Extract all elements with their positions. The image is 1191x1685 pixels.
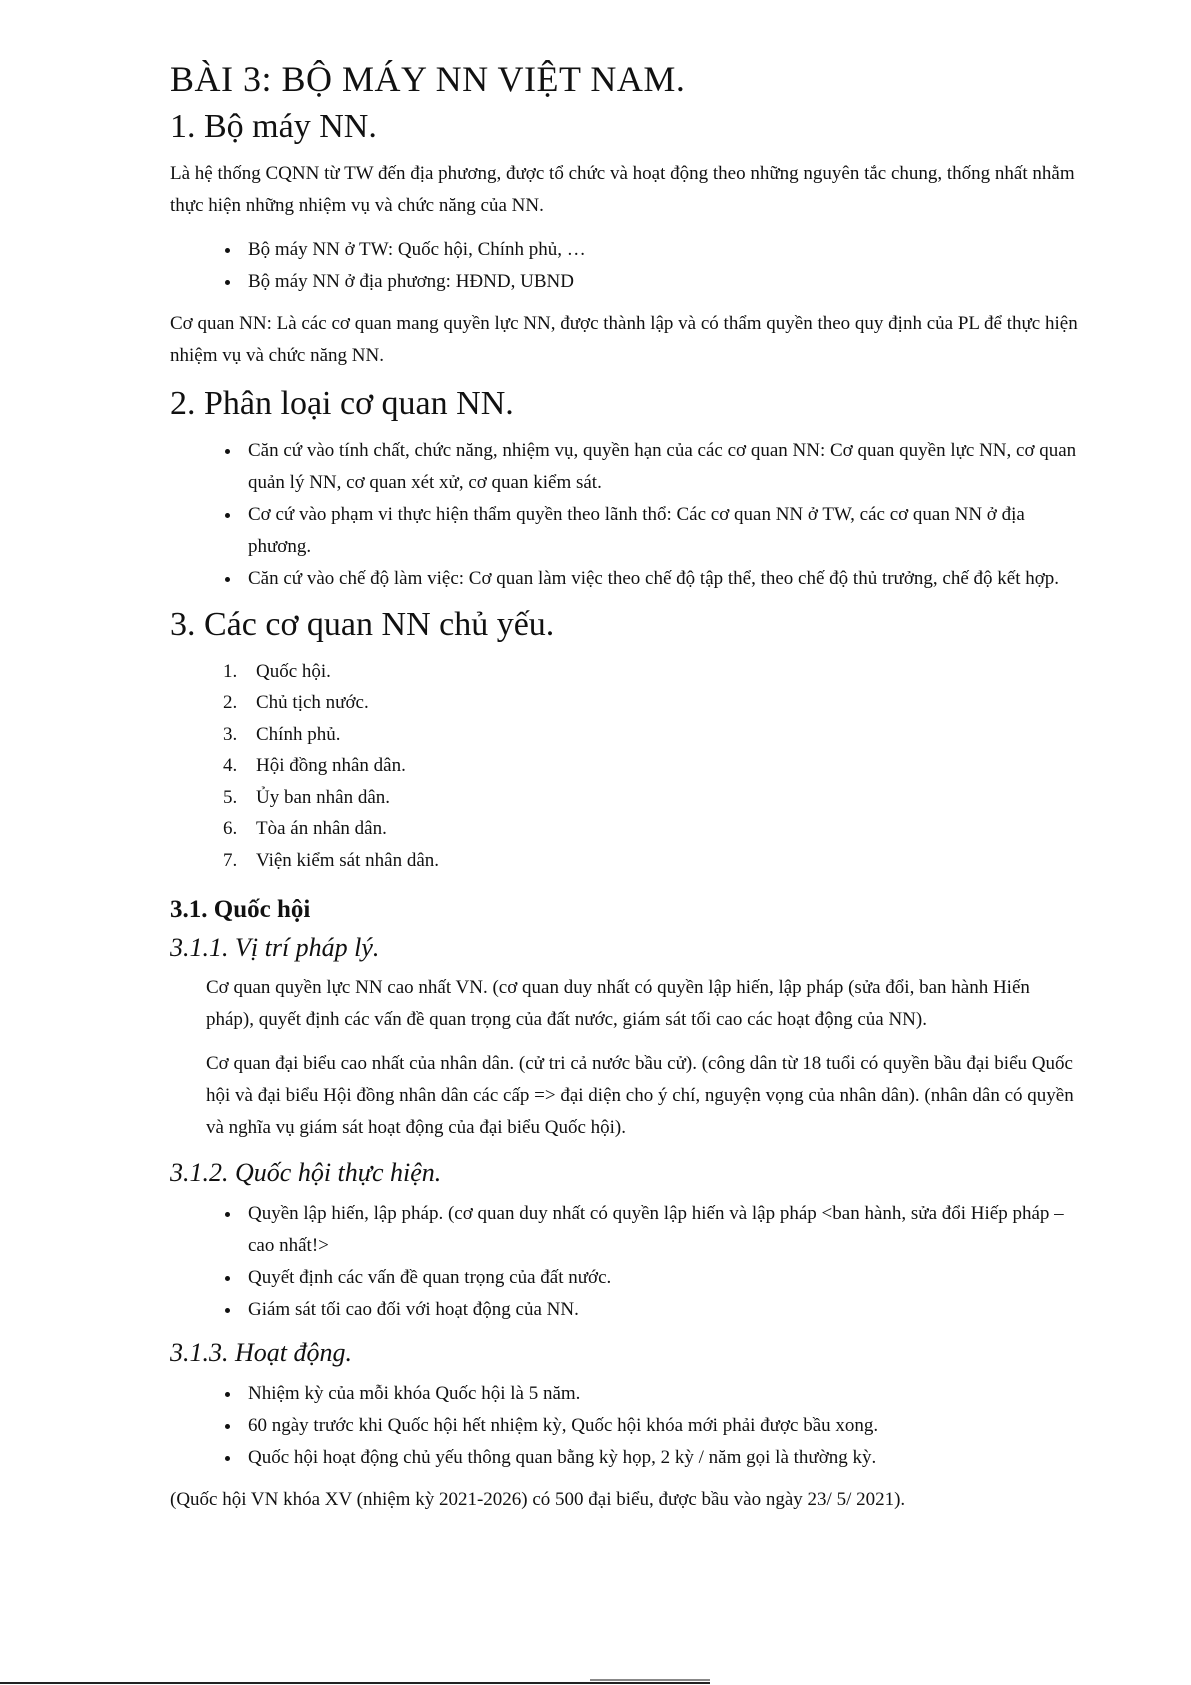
- section-3-1-3-bullet-list: [170, 1378, 1080, 1474]
- section-2-heading: 2. Phân loại cơ quan NN.: [170, 384, 514, 422]
- list-item: • Căn cứ vào tính chất, chức năng, nhiệm vụ, quyền hạn của các cơ quan NN: Cơ quan quyền lực NN, cơ quan quản lý NN, cơ quan xét xử, cơ quan kiểm sát.: [242, 435, 1080, 499]
- section-3-1-2-heading: 3.1.2. Quốc hội thực hiện.: [170, 1158, 442, 1188]
- list-item: 7. Viện kiểm sát nhân dân.: [242, 845, 1080, 877]
- list-item: • 60 ngày trước khi Quốc hội hết nhiệm kỳ, Quốc hội khóa mới phải được bầu xong.: [242, 1410, 1080, 1442]
- list-item: • Quyền lập hiến, lập pháp. (cơ quan duy nhất có quyền lập hiến và lập pháp <ban hành, sửa đổi Hiếp pháp – cao nhất!>: [242, 1198, 1080, 1262]
- section-1-heading: 1. Bộ máy NN.: [170, 108, 377, 146]
- list-item: 6. Tòa án nhân dân.: [242, 813, 1080, 845]
- section-3-1-1-heading: 3.1.1. Vị trí pháp lý.: [170, 932, 380, 962]
- section-3-numbered-list: [170, 656, 1080, 877]
- section-3-1-2-bullet-list: [170, 1198, 1080, 1326]
- list-item: • Quốc hội hoạt động chủ yếu thông quan bằng kỳ họp, 2 kỳ / năm gọi là thường kỳ.: [242, 1442, 1080, 1474]
- list-item: • Quyết định các vấn đề quan trọng của đất nước.: [242, 1262, 1080, 1294]
- section-2-bullet-list: [170, 435, 1080, 595]
- list-item: • Bộ máy NN ở TW: Quốc hội, Chính phủ, …: [242, 234, 1080, 266]
- section-3-1-3-heading: 3.1.3. Hoạt động.: [170, 1338, 352, 1368]
- section-3-1-heading: 3.1. Quốc hội: [170, 896, 311, 924]
- section-3-1-1-paragraph-1: Cơ quan quyền lực NN cao nhất VN. (cơ quan duy nhất có quyền lập hiến, lập pháp (sửa đổi, ban hành Hiến pháp), quyết định các vấn đề quan trọng của đất nước, giám sát tối cao các hoạt động của NN).: [206, 977, 1030, 1031]
- list-item: 3. Chính phủ.: [242, 719, 1080, 751]
- list-item: • Bộ máy NN ở địa phương: HĐND, UBND: [242, 266, 1080, 298]
- page-bottom-divider: [0, 1682, 710, 1684]
- section-1-definition: Cơ quan NN: Là các cơ quan mang quyền lực NN, được thành lập và có thẩm quyền theo quy định của PL để thực hiện nhiệm vụ và chức năng NN.: [170, 312, 1078, 366]
- list-item: 4. Hội đồng nhân dân.: [242, 750, 1080, 782]
- document-title: BÀI 3: BỘ MÁY NN VIỆT NAM.: [170, 59, 686, 99]
- closing-note: (Quốc hội VN khóa XV (nhiệm kỳ 2021-2026) có 500 đại biểu, được bầu vào ngày 23/ 5/ 2021).: [170, 1488, 906, 1510]
- list-item: 1. Quốc hội.: [242, 656, 1080, 688]
- list-item: • Cơ cứ vào phạm vi thực hiện thẩm quyền theo lãnh thổ: Các cơ quan NN ở TW, các cơ quan NN ở địa phương.: [242, 499, 1080, 563]
- document-page: [170, 46, 1080, 1528]
- page-bottom-divider-tail: [590, 1679, 710, 1681]
- list-item: • Căn cứ vào chế độ làm việc: Cơ quan làm việc theo chế độ tập thể, theo chế độ thủ trưởng, chế độ kết hợp.: [242, 563, 1080, 595]
- section-3-heading: 3. Các cơ quan NN chủ yếu.: [170, 605, 555, 643]
- list-item: 5. Ủy ban nhân dân.: [242, 782, 1080, 814]
- section-1-bullet-list: [170, 234, 1080, 298]
- section-1-intro: Là hệ thống CQNN từ TW đến địa phương, được tổ chức và hoạt động theo những nguyên tắc chung, thống nhất nhằm thực hiện những nhiệm vụ và chức năng của NN.: [170, 162, 1075, 216]
- list-item: • Nhiệm kỳ của mỗi khóa Quốc hội là 5 năm.: [242, 1378, 1080, 1410]
- section-3-1-1-paragraph-2: Cơ quan đại biểu cao nhất của nhân dân. (cử tri cả nước bầu cử). (công dân từ 18 tuổi có quyền bầu đại biểu Quốc hội và đại biểu Hội đồng nhân dân các cấp => đại diện cho ý chí, nguyện vọng của nhân dân). (nhân dân có quyền và nghĩa vụ giám sát hoạt động của đại biểu Quốc hội).: [206, 1053, 1074, 1139]
- list-item: • Giám sát tối cao đối với hoạt động của NN.: [242, 1294, 1080, 1326]
- list-item: 2. Chủ tịch nước.: [242, 687, 1080, 719]
